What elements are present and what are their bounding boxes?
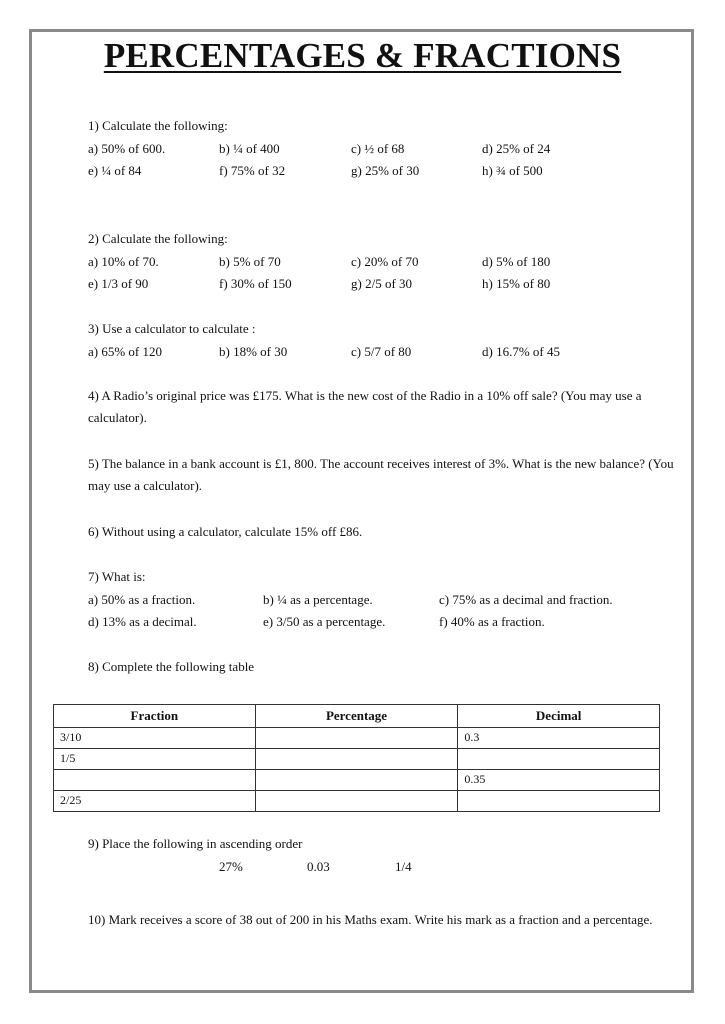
question-2f: f) 30% of 150 xyxy=(219,276,292,291)
question-7-row-1 xyxy=(0,592,725,608)
question-7-row-2 xyxy=(0,614,725,630)
fraction-cell[interactable]: 1/5 xyxy=(54,749,256,770)
percentage-cell[interactable] xyxy=(255,791,458,812)
question-7a: a) 50% as a fraction. xyxy=(88,592,196,607)
question-1g: g) 25% of 30 xyxy=(351,163,420,178)
order-item-1: 27% xyxy=(219,859,243,874)
question-5: 5) The balance in a bank account is £1, 800. The account receives interest of 3%. What is the new balance? (You may use a calculator). xyxy=(88,456,674,493)
question-2-prompt: 2) Calculate the following: xyxy=(88,231,228,246)
question-6: 6) Without using a calculator, calculate 15% off £86. xyxy=(88,524,363,539)
header-decimal: Decimal xyxy=(458,705,660,728)
fraction-cell[interactable] xyxy=(54,770,256,791)
question-1h: h) ¾ of 500 xyxy=(482,163,543,178)
fraction-cell[interactable]: 3/10 xyxy=(54,728,256,749)
decimal-cell[interactable] xyxy=(458,791,660,812)
fraction-table xyxy=(53,704,660,812)
question-1c: c) ½ of 68 xyxy=(351,141,405,156)
question-3-prompt: 3) Use a calculator to calculate : xyxy=(88,321,256,336)
question-1-row-2 xyxy=(0,163,725,179)
question-4: 4) A Radio’s original price was £175. What is the new cost of the Radio in a 10% off sale? (You may use a calculator). xyxy=(88,388,642,425)
question-9-items xyxy=(0,859,725,875)
table-row xyxy=(54,770,660,791)
question-2-row-2 xyxy=(0,276,725,292)
table-row xyxy=(54,728,660,749)
decimal-cell[interactable] xyxy=(458,749,660,770)
question-2g: g) 2/5 of 30 xyxy=(351,276,413,291)
question-1f: f) 75% of 32 xyxy=(219,163,286,178)
table-header-row xyxy=(54,705,660,728)
question-10: 10) Mark receives a score of 38 out of 200 in his Maths exam. Write his mark as a fraction and a percentage. xyxy=(88,912,653,927)
percentage-cell[interactable] xyxy=(255,749,458,770)
percentage-cell[interactable] xyxy=(255,770,458,791)
question-3-row-1 xyxy=(0,344,725,360)
question-2-row-1 xyxy=(0,254,725,270)
question-7b: b) ¼ as a percentage. xyxy=(263,592,373,607)
table-row xyxy=(54,791,660,812)
question-1e: e) ¼ of 84 xyxy=(88,163,142,178)
header-percentage: Percentage xyxy=(255,705,458,728)
question-1a: a) 50% of 600. xyxy=(88,141,166,156)
question-7e: e) 3/50 as a percentage. xyxy=(263,614,386,629)
question-7f: f) 40% as a fraction. xyxy=(439,614,545,629)
question-2h: h) 15% of 80 xyxy=(482,276,551,291)
header-fraction: Fraction xyxy=(54,705,256,728)
question-9-prompt: 9) Place the following in ascending order xyxy=(88,836,303,851)
question-2a: a) 10% of 70. xyxy=(88,254,159,269)
question-3b: b) 18% of 30 xyxy=(219,344,288,359)
page-title: PERCENTAGES & FRACTIONS xyxy=(103,36,622,75)
order-item-3: 1/4 xyxy=(395,859,412,874)
question-2c: c) 20% of 70 xyxy=(351,254,419,269)
decimal-cell[interactable]: 0.35 xyxy=(458,770,660,791)
question-7c: c) 75% as a decimal and fraction. xyxy=(439,592,613,607)
question-7d: d) 13% as a decimal. xyxy=(88,614,197,629)
question-1-row-1 xyxy=(0,141,725,157)
order-item-2: 0.03 xyxy=(307,859,330,874)
question-7-prompt: 7) What is: xyxy=(88,569,146,584)
question-1d: d) 25% of 24 xyxy=(482,141,551,156)
question-3c: c) 5/7 of 80 xyxy=(351,344,412,359)
question-2b: b) 5% of 70 xyxy=(219,254,281,269)
question-2e: e) 1/3 of 90 xyxy=(88,276,149,291)
question-3d: d) 16.7% of 45 xyxy=(482,344,560,359)
question-1-prompt: 1) Calculate the following: xyxy=(88,118,228,133)
percentage-cell[interactable] xyxy=(255,728,458,749)
question-2d: d) 5% of 180 xyxy=(482,254,551,269)
question-1b: b) ¼ of 400 xyxy=(219,141,280,156)
question-8-prompt: 8) Complete the following table xyxy=(88,659,255,674)
decimal-cell[interactable]: 0.3 xyxy=(458,728,660,749)
table-row xyxy=(54,749,660,770)
question-3a: a) 65% of 120 xyxy=(88,344,163,359)
fraction-cell[interactable]: 2/25 xyxy=(54,791,256,812)
